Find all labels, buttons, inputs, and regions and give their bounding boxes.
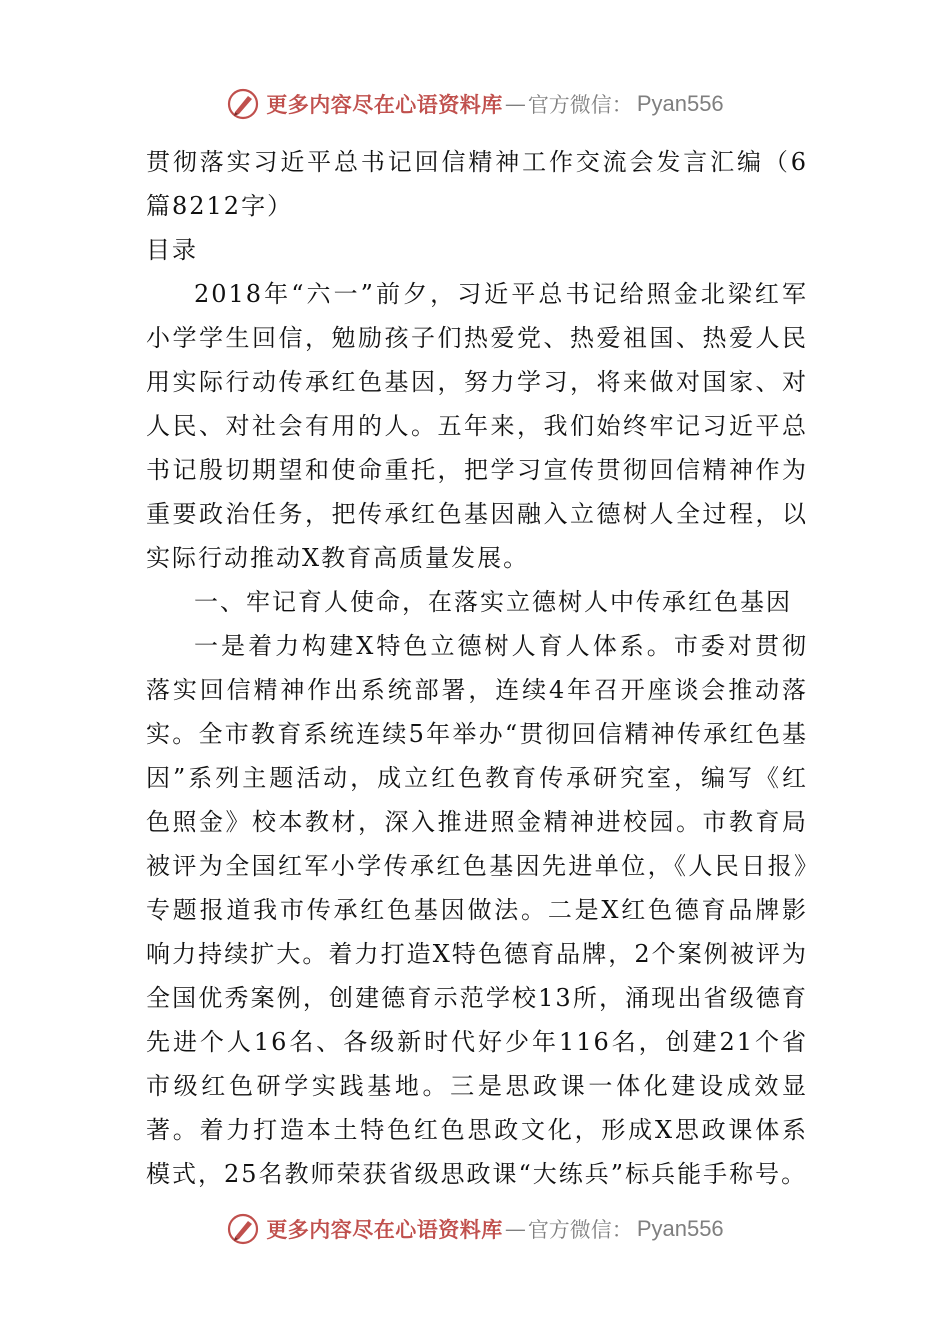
banner-text: 更多内容尽在心语资料库 (266, 92, 503, 117)
header-watermark-banner (0, 82, 950, 126)
paragraph-intro: 2018年“六一”前夕，习近平总书记给照金北梁红军小学学生回信，勉励孩子们热爱党、热爱祖国、热爱人民用实际行动传承红色基因，努力学习，将来做对国家、对人民、对社会有用的人。五年来，我们始终牢记习近平总书记殷切期望和使命重托，把学习宣传贯彻回信精神作为重要政治任务，把传承红色基因融入立德树人全过程，以实际行动推动X教育高质量发展。 (146, 280, 808, 572)
document-body (146, 140, 808, 1196)
banner-wechat-id: Pyan556 (636, 1216, 724, 1241)
banner-official-label: 官方微信： (527, 1218, 633, 1242)
banner-text: 更多内容尽在心语资料库 (266, 1217, 503, 1242)
pen-logo-icon (226, 87, 260, 121)
banner-official-label: 官方微信： (527, 93, 633, 117)
footer-watermark-banner (0, 1207, 950, 1251)
banner-separator: — (504, 1217, 526, 1241)
banner-separator: — (504, 92, 526, 116)
document-title: 贯彻落实习近平总书记回信精神工作交流会发言汇编（6篇8212字） (146, 148, 808, 220)
toc-label: 目录 (146, 236, 198, 264)
pen-logo-icon (226, 1212, 260, 1246)
paragraph-section-1: 一是着力构建X特色立德树人育人体系。市委对贯彻落实回信精神作出系统部署，连续4年召开座谈会推动落实。全市教育系统连续5年举办“贯彻回信精神传承红色基因”系列主题活动，成立红色教育传承研究室，编写《红色照金》校本教材，深入推进照金精神进校园。市教育局被评为全国红军小学传承红色基因先进单位，《人民日报》专题报道我市传承红色基因做法。二是X红色德育品牌影响力持续扩大。着力打造X特色德育品牌，2个案例被评为全国优秀案例，创建德育示范学校13所，涌现出省级德育先进个人16名、各级新时代好少年116名，创建21个省市级红色研学实践基地。三是思政课一体化建设成效显著。着力打造本土特色红色思政文化，形成X思政课体系模式，25名教师荣获省级思政课“大练兵”标兵能手称号。 (146, 632, 808, 1188)
banner-wechat-id: Pyan556 (636, 91, 724, 116)
section-heading-1: 一、牢记育人使命，在落实立德树人中传承红色基因 (194, 588, 792, 616)
